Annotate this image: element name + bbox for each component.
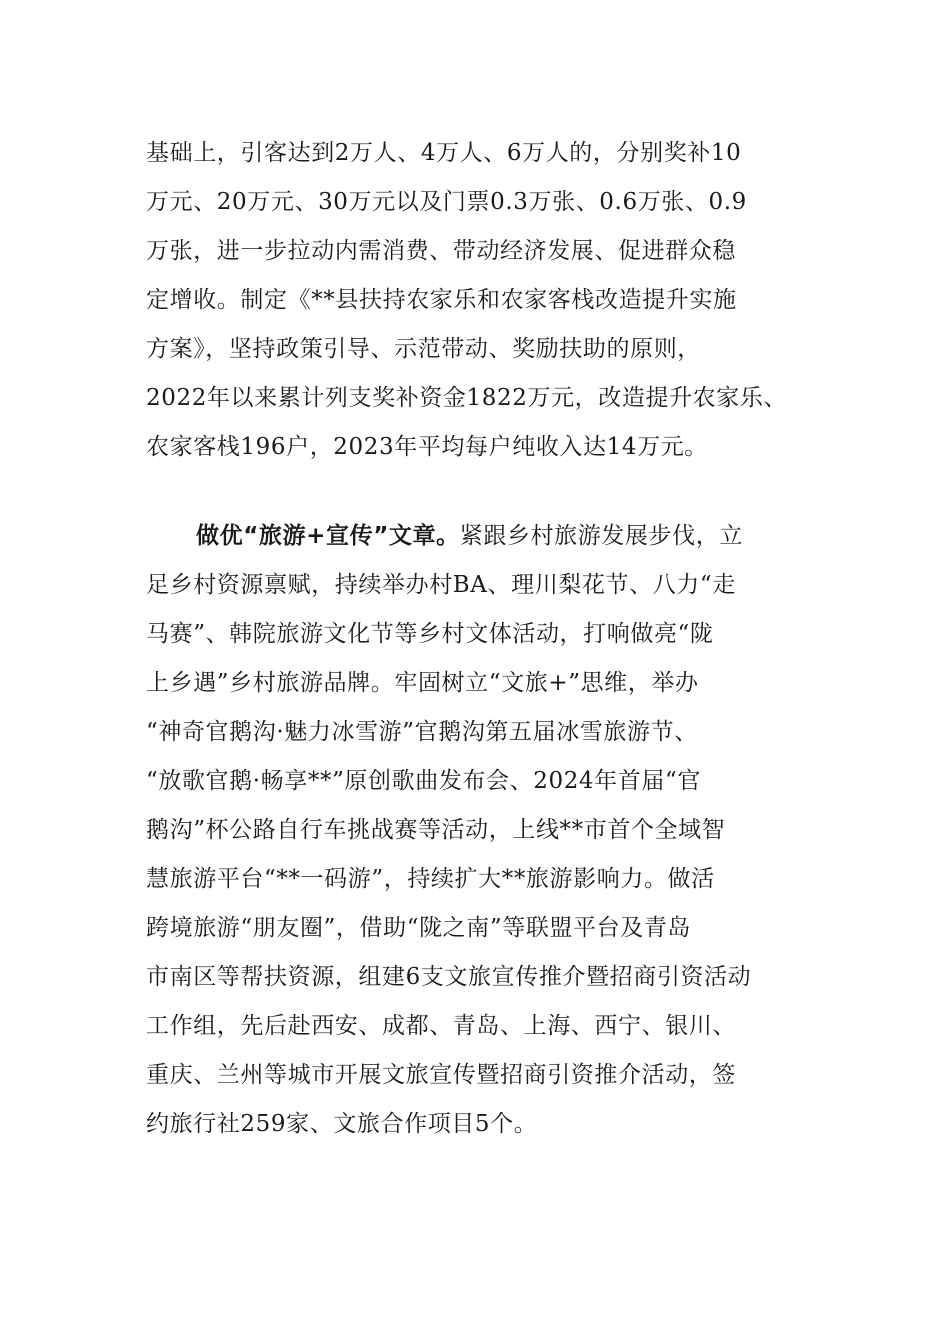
paragraph-2-line-13: 约旅行社259家、文旅合作项目5个。 [146,1111,538,1137]
paragraph-2-line-11: 工作组，先后赴西安、成都、青岛、上海、西宁、银川、 [146,1013,736,1039]
paragraph-1-line-2: 万元、20万元、30万元以及门票0.3万张、0.6万张、0.9 [146,189,747,215]
paragraph-2-line-6: “放歌官鹅·畅享**”原创歌曲发布会、2024年首届“官 [146,768,701,794]
paragraph-2-line-4: 上乡遇”乡村旅游品牌。牢固树立“文旅+”思维，举办 [146,670,699,696]
paragraph-2-line-9: 跨境旅游“朋友圈”，借助“陇之南”等联盟平台及青岛 [146,915,692,941]
paragraph-1-line-7: 农家客栈196户，2023年平均每户纯收入达14万元。 [146,434,708,460]
paragraph-2-line-2: 足乡村资源禀赋，持续举办村BA、理川梨花节、八力“走 [146,572,736,598]
paragraph-1-line-6: 2022年以来累计列支奖补资金1822万元，改造提升农家乐、 [146,385,788,411]
paragraph-1-line-5: 方案》，坚持政策引导、示范带动、奖励扶助的原则， [146,336,701,362]
paragraph-2-line-1-text: 紧跟乡村旅游发展步伐，立 [459,523,743,549]
paragraph-2-line-5: “神奇官鹅沟·魅力冰雪游”官鹅沟第五届冰雪旅游节、 [146,719,698,745]
paragraph-2-line-3: 马赛”、韩院旅游文化节等乡村文体活动，打响做亮“陇 [146,621,714,647]
paragraph-1-line-3: 万张，进一步拉动内需消费、带动经济发展、促进群众稳 [146,238,736,264]
paragraph-2-line-8: 慧旅游平台“**一码游”，持续扩大**旅游影响力。做活 [146,866,715,892]
paragraph-2-line-10: 市南区等帮扶资源，组建6支文旅宣传推介暨招商引资活动 [146,964,752,990]
paragraph-1-line-4: 定增收。制定《**县扶持农家乐和农家客栈改造提升实施 [146,287,737,313]
paragraph-2-lead-heading: 做优“旅游+宣传”文章。 [196,523,460,549]
paragraph-2-line-12: 重庆、兰州等城市开展文旅宣传暨招商引资推介活动，签 [146,1062,736,1088]
paragraph-2-line-1 [196,521,743,551]
paragraph-2-line-7: 鹅沟”杯公路自行车挑战赛等活动，上线**市首个全域智 [146,817,726,843]
paragraph-1-line-1: 基础上，引客达到2万人、4万人、6万人的，分别奖补10 [146,140,742,166]
